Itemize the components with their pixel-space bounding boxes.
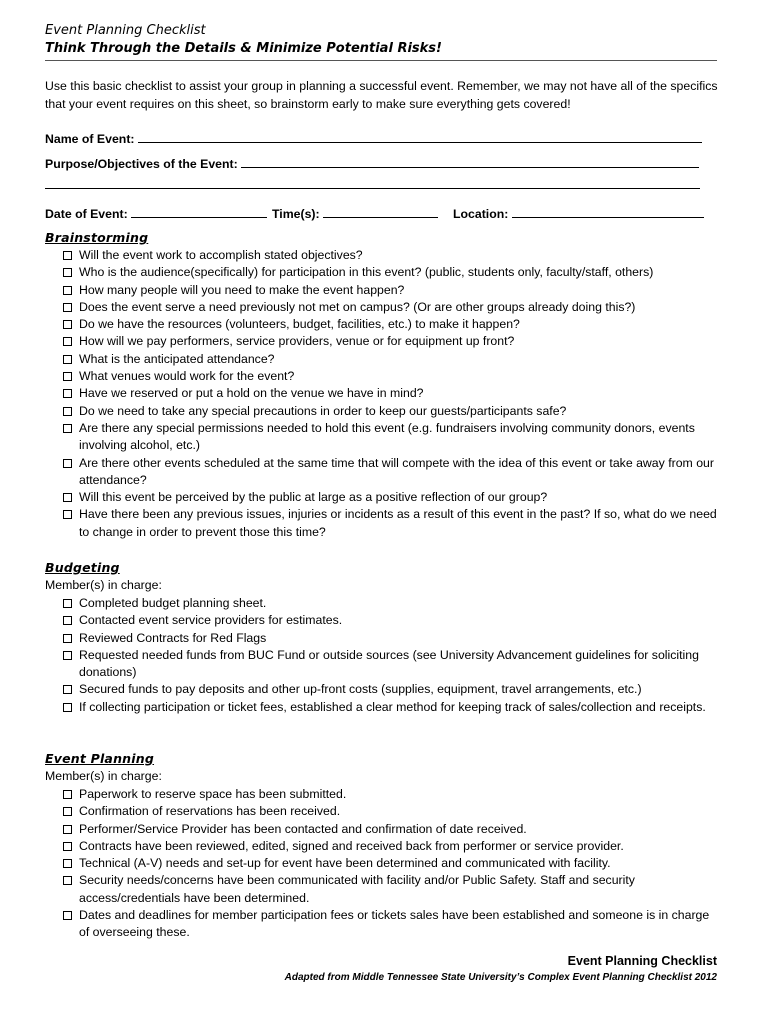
checkbox[interactable] — [63, 251, 72, 260]
purpose-label: Purpose/Objectives of the Event: — [45, 157, 238, 171]
checklist-item-text: Reviewed Contracts for Red Flags — [79, 630, 267, 645]
document-title: Event Planning Checklist — [45, 23, 206, 38]
checklist-item-text: Secured funds to pay deposits and other up-front costs (supplies, equipment, travel arrangements, etc.) — [79, 682, 642, 697]
checkbox[interactable] — [63, 424, 72, 433]
checkbox[interactable] — [63, 859, 72, 868]
checklist-item — [62, 855, 722, 872]
checkbox[interactable] — [63, 286, 72, 295]
location-field[interactable] — [453, 206, 704, 221]
footer-title: Event Planning Checklist — [567, 954, 717, 968]
checkbox[interactable] — [63, 510, 72, 519]
checkbox[interactable] — [63, 389, 72, 398]
checklist-item — [62, 247, 722, 264]
checkbox[interactable] — [63, 268, 72, 277]
event-name-field[interactable] — [45, 131, 702, 146]
checklist-item — [62, 385, 722, 402]
checkbox[interactable] — [63, 842, 72, 851]
event-planning-list — [62, 786, 722, 942]
checklist-item — [62, 595, 722, 612]
checklist-item-text: Do we have the resources (volunteers, budget, facilities, etc.) to make it happen? — [79, 317, 520, 332]
checklist-item — [62, 803, 722, 820]
checkbox[interactable] — [63, 616, 72, 625]
checkbox[interactable] — [63, 876, 72, 885]
checklist-item — [62, 681, 722, 698]
checkbox[interactable] — [63, 320, 72, 329]
checklist-item — [62, 489, 722, 506]
checkbox[interactable] — [63, 807, 72, 816]
checklist-item-text: Contracts have been reviewed, edited, signed and received back from performer or service provider. — [79, 838, 624, 853]
checkbox[interactable] — [63, 634, 72, 643]
event-planning-heading: Event Planning — [45, 751, 155, 766]
checklist-item — [62, 299, 722, 316]
purpose-continuation-line[interactable] — [45, 188, 700, 189]
document-subtitle: Think Through the Details & Minimize Potential Risks! — [45, 41, 442, 56]
checkbox[interactable] — [63, 703, 72, 712]
intro-paragraph: Use this basic checklist to assist your group in planning a successful event. Remember, we may not have all of the specifics that your event requires on this sheet, so brainstorm early to make sure everything gets covered! — [45, 79, 718, 111]
checklist-item-text: Paperwork to reserve space has been submitted. — [79, 787, 347, 801]
brainstorming-heading: Brainstorming — [45, 230, 149, 245]
checklist-item-text: Performer/Service Provider has been contacted and confirmation of date received. — [79, 821, 527, 836]
checklist-item — [62, 403, 722, 420]
date-label: Date of Event: — [45, 207, 128, 221]
checklist-item-text: If collecting participation or ticket fees, established a clear method for keeping track of sales/collection and receipts. — [79, 699, 706, 714]
checklist-item-text: What is the anticipated attendance? — [79, 351, 275, 366]
checklist-item — [62, 838, 722, 855]
checklist-item — [62, 282, 722, 299]
checkbox[interactable] — [63, 337, 72, 346]
checklist-item-text: Are there other events scheduled at the same time that will compete with the idea of this event or take away from our attendance? — [79, 455, 714, 487]
checklist-item — [62, 630, 722, 647]
checklist-item — [62, 872, 722, 907]
checklist-item — [62, 786, 722, 803]
checklist-item-text: Have there been any previous issues, injuries or incidents as a result of this event in the past? If so, what do we need to change in order to prevent those this time? — [79, 507, 717, 539]
checkbox[interactable] — [63, 303, 72, 312]
footer-credit: Adapted from Middle Tennessee State University’s Complex Event Planning Checklist 2012 — [284, 972, 717, 983]
checkbox[interactable] — [63, 599, 72, 608]
checklist-item-text: Confirmation of reservations has been received. — [79, 804, 341, 819]
checklist-item — [62, 333, 722, 350]
checklist-item-text: How many people will you need to make the event happen? — [79, 282, 405, 297]
checklist-item-text: Do we need to take any special precautions in order to keep our guests/participants safe? — [79, 403, 567, 418]
checklist-item — [62, 907, 722, 942]
checklist-item-text: Will the event work to accomplish stated objectives? — [79, 248, 363, 262]
time-field[interactable] — [272, 206, 438, 221]
checklist-item — [62, 420, 722, 455]
checkbox[interactable] — [63, 790, 72, 799]
checkbox[interactable] — [63, 407, 72, 416]
checklist-item-text: What venues would work for the event? — [79, 369, 295, 384]
budgeting-heading: Budgeting — [45, 560, 120, 575]
checklist-item-text: How will we pay performers, service providers, venue or for equipment up front? — [79, 334, 515, 349]
checklist-item — [62, 368, 722, 385]
checklist-item — [62, 612, 722, 629]
checklist-item — [62, 264, 722, 281]
checklist-item-text: Will this event be perceived by the public at large as a positive reflection of our group? — [79, 490, 548, 505]
time-line[interactable] — [323, 206, 438, 218]
checkbox[interactable] — [63, 459, 72, 468]
checkbox[interactable] — [63, 493, 72, 502]
budgeting-members-label: Member(s) in charge: — [45, 578, 162, 592]
checkbox[interactable] — [63, 651, 72, 660]
checklist-item-text: Technical (A-V) needs and set-up for event have been determined and communicated with facility. — [79, 856, 611, 871]
checklist-item-text: Does the event serve a need previously not met on campus? (Or are other groups already doing this?) — [79, 299, 636, 314]
checklist-item — [62, 506, 722, 541]
checklist-item-text: Dates and deadlines for member participation fees or tickets sales have been established and someone is in charge of overseeing these. — [79, 908, 710, 940]
event-name-line[interactable] — [138, 131, 702, 143]
checklist-item-text: Requested needed funds from BUC Fund or outside sources (see University Advancement guidelines for soliciting donations) — [79, 647, 699, 680]
checkbox[interactable] — [63, 825, 72, 834]
budgeting-list — [62, 595, 722, 716]
date-field[interactable] — [45, 206, 267, 221]
checkbox[interactable] — [63, 685, 72, 694]
checkbox[interactable] — [63, 355, 72, 364]
checklist-item-text: Who is the audience(specifically) for participation in this event? (public, students only, faculty/staff, others) — [79, 265, 654, 280]
checklist-item-text: Security needs/concerns have been communicated with facility and/or Public Safety. Staff and security access/credentials have been determined. — [79, 873, 635, 905]
brainstorming-list — [62, 247, 722, 541]
checkbox[interactable] — [63, 911, 72, 920]
document-header — [45, 22, 717, 61]
purpose-line[interactable] — [241, 156, 699, 168]
event-name-label: Name of Event: — [45, 132, 135, 146]
location-label: Location: — [453, 207, 509, 221]
location-line[interactable] — [512, 206, 704, 218]
date-line[interactable] — [131, 206, 267, 218]
time-label: Time(s): — [272, 207, 320, 221]
checklist-item-text: Have we reserved or put a hold on the venue we have in mind? — [79, 386, 424, 401]
checklist-item-text: Completed budget planning sheet. — [79, 596, 267, 610]
checkbox[interactable] — [63, 372, 72, 381]
event-planning-members-label: Member(s) in charge: — [45, 769, 162, 783]
checklist-item-text: Contacted event service providers for estimates. — [79, 613, 343, 628]
checklist-item — [62, 351, 722, 368]
checklist-item — [62, 699, 722, 716]
checklist-item — [62, 647, 722, 682]
checklist-item — [62, 455, 722, 490]
checklist-item-text: Are there any special permissions needed to hold this event (e.g. fundraisers involving community donors, events involving alcohol, etc.) — [79, 420, 695, 453]
checklist-item — [62, 316, 722, 333]
purpose-field[interactable] — [45, 156, 699, 171]
checklist-item — [62, 821, 722, 838]
